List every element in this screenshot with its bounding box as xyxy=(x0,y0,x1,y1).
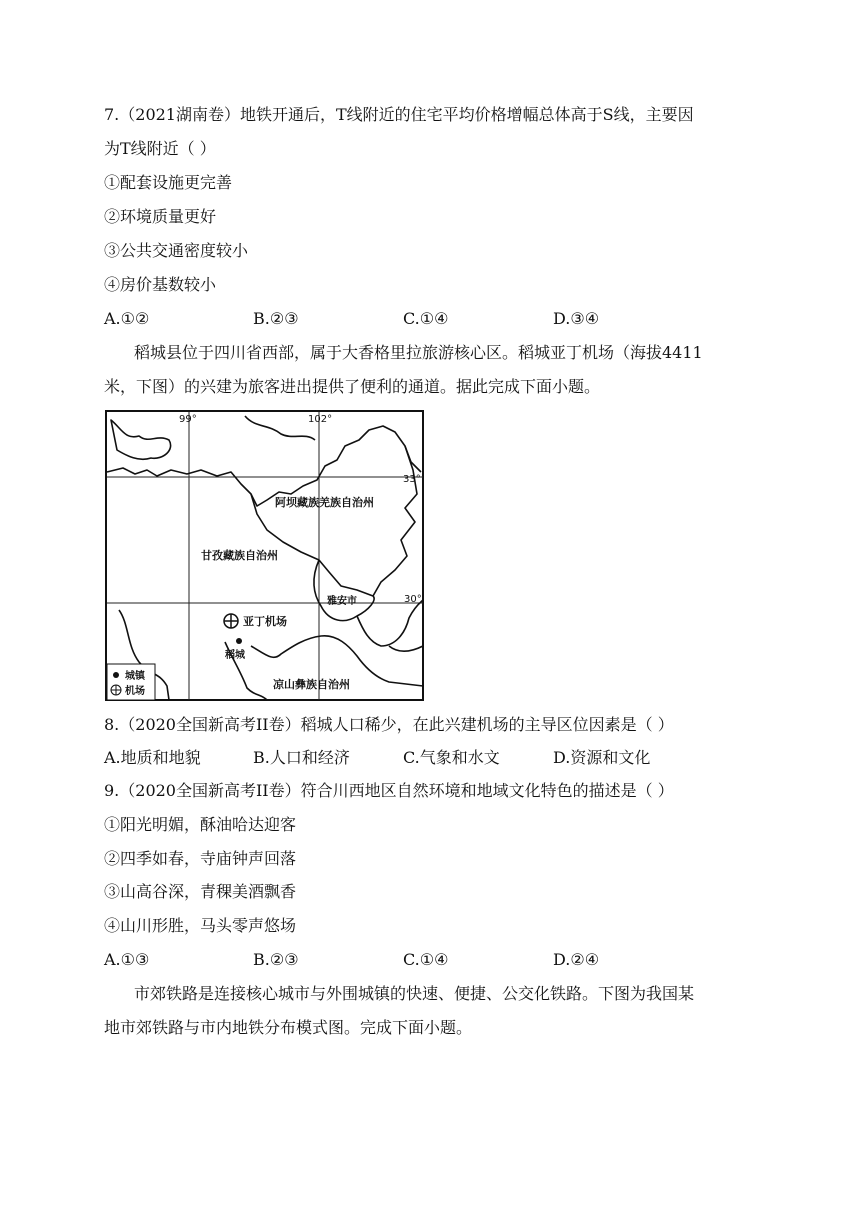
passage1-line2: 米，下图）的兴建为旅客进出提供了便利的通道。据此完成下面小题。 xyxy=(104,377,601,396)
sichuan-west-map xyxy=(105,410,425,702)
region-ganzi: 甘孜藏族自治州 xyxy=(201,549,278,562)
q7-option-c: C.①④ xyxy=(403,309,449,328)
airport-label: 亚丁机场 xyxy=(243,615,287,628)
q9-option-b: B.②③ xyxy=(253,950,299,969)
legend-town-label: 城镇 xyxy=(125,671,145,682)
q7-options xyxy=(104,308,744,330)
lat-label-30: 30° xyxy=(404,594,422,605)
q7-item-4: ④房价基数较小 xyxy=(104,275,217,294)
airport-icon xyxy=(224,614,238,628)
q9-option-d: D.②④ xyxy=(553,950,600,969)
passage1-line1: 稻城县位于四川省西部，属于大香格里拉旅游核心区。稻城亚丁机场（海拔4411 xyxy=(134,343,703,362)
q7-option-d: D.③④ xyxy=(553,309,600,328)
q8-option-a: A.地质和地貌 xyxy=(104,748,201,767)
city-yaan: 雅安市 xyxy=(327,596,357,607)
q7-item-2: ②环境质量更好 xyxy=(104,207,217,226)
town-dot xyxy=(236,638,242,644)
lon-label-99: 99° xyxy=(179,414,197,425)
q7-item-1: ①配套设施更完善 xyxy=(104,173,233,192)
q8-option-d: D.资源和文化 xyxy=(553,748,651,767)
q9-item-3: ③山高谷深，青稞美酒飘香 xyxy=(104,882,297,901)
lat-label-33: 33° xyxy=(403,474,421,485)
town-label: 稻城 xyxy=(225,650,245,661)
q9-option-a: A.①③ xyxy=(104,950,150,969)
q8-option-c: C.气象和水文 xyxy=(403,748,500,767)
legend-airport-label: 机场 xyxy=(125,686,145,697)
passage2-line2: 地市郊铁路与市内地铁分布模式图。完成下面小题。 xyxy=(104,1018,473,1037)
q9-item-1: ①阳光明媚，酥油哈达迎客 xyxy=(104,815,297,834)
q9-option-c: C.①④ xyxy=(403,950,449,969)
q9-stem: 9.（2020全国新高考II卷）符合川西地区自然环境和地域文化特色的描述是（ ） xyxy=(104,781,674,800)
q7-item-3: ③公共交通密度较小 xyxy=(104,241,249,260)
lon-label-102: 102° xyxy=(308,414,333,425)
q9-item-2: ②四季如春，寺庙钟声回落 xyxy=(104,849,297,868)
legend-town-icon xyxy=(113,672,119,678)
q9-options xyxy=(104,949,744,971)
region-aba: 阿坝藏族羌族自治州 xyxy=(275,496,374,509)
q9-item-4: ④山川形胜，马头零声悠场 xyxy=(104,916,297,935)
legend-airport-icon xyxy=(111,685,121,695)
region-liangshan: 凉山彝族自治州 xyxy=(273,678,350,691)
q8-option-b: B.人口和经济 xyxy=(253,748,350,767)
q7-option-a: A.①② xyxy=(104,309,150,328)
passage2-line1: 市郊铁路是连接核心城市与外围城镇的快速、便捷、公交化铁路。下图为我国某 xyxy=(134,984,695,1003)
q8-stem: 8.（2020全国新高考II卷）稻城人口稀少，在此兴建机场的主导区位因素是（ ） xyxy=(104,715,674,734)
q7-stem-line2: 为T线附近（ ） xyxy=(104,139,216,158)
q7-option-b: B.②③ xyxy=(253,309,299,328)
q7-stem-line1: 7.（2021湖南卷）地铁开通后，T线附近的住宅平均价格增幅总体高于S线，主要因 xyxy=(104,105,694,124)
q8-options xyxy=(104,747,744,769)
